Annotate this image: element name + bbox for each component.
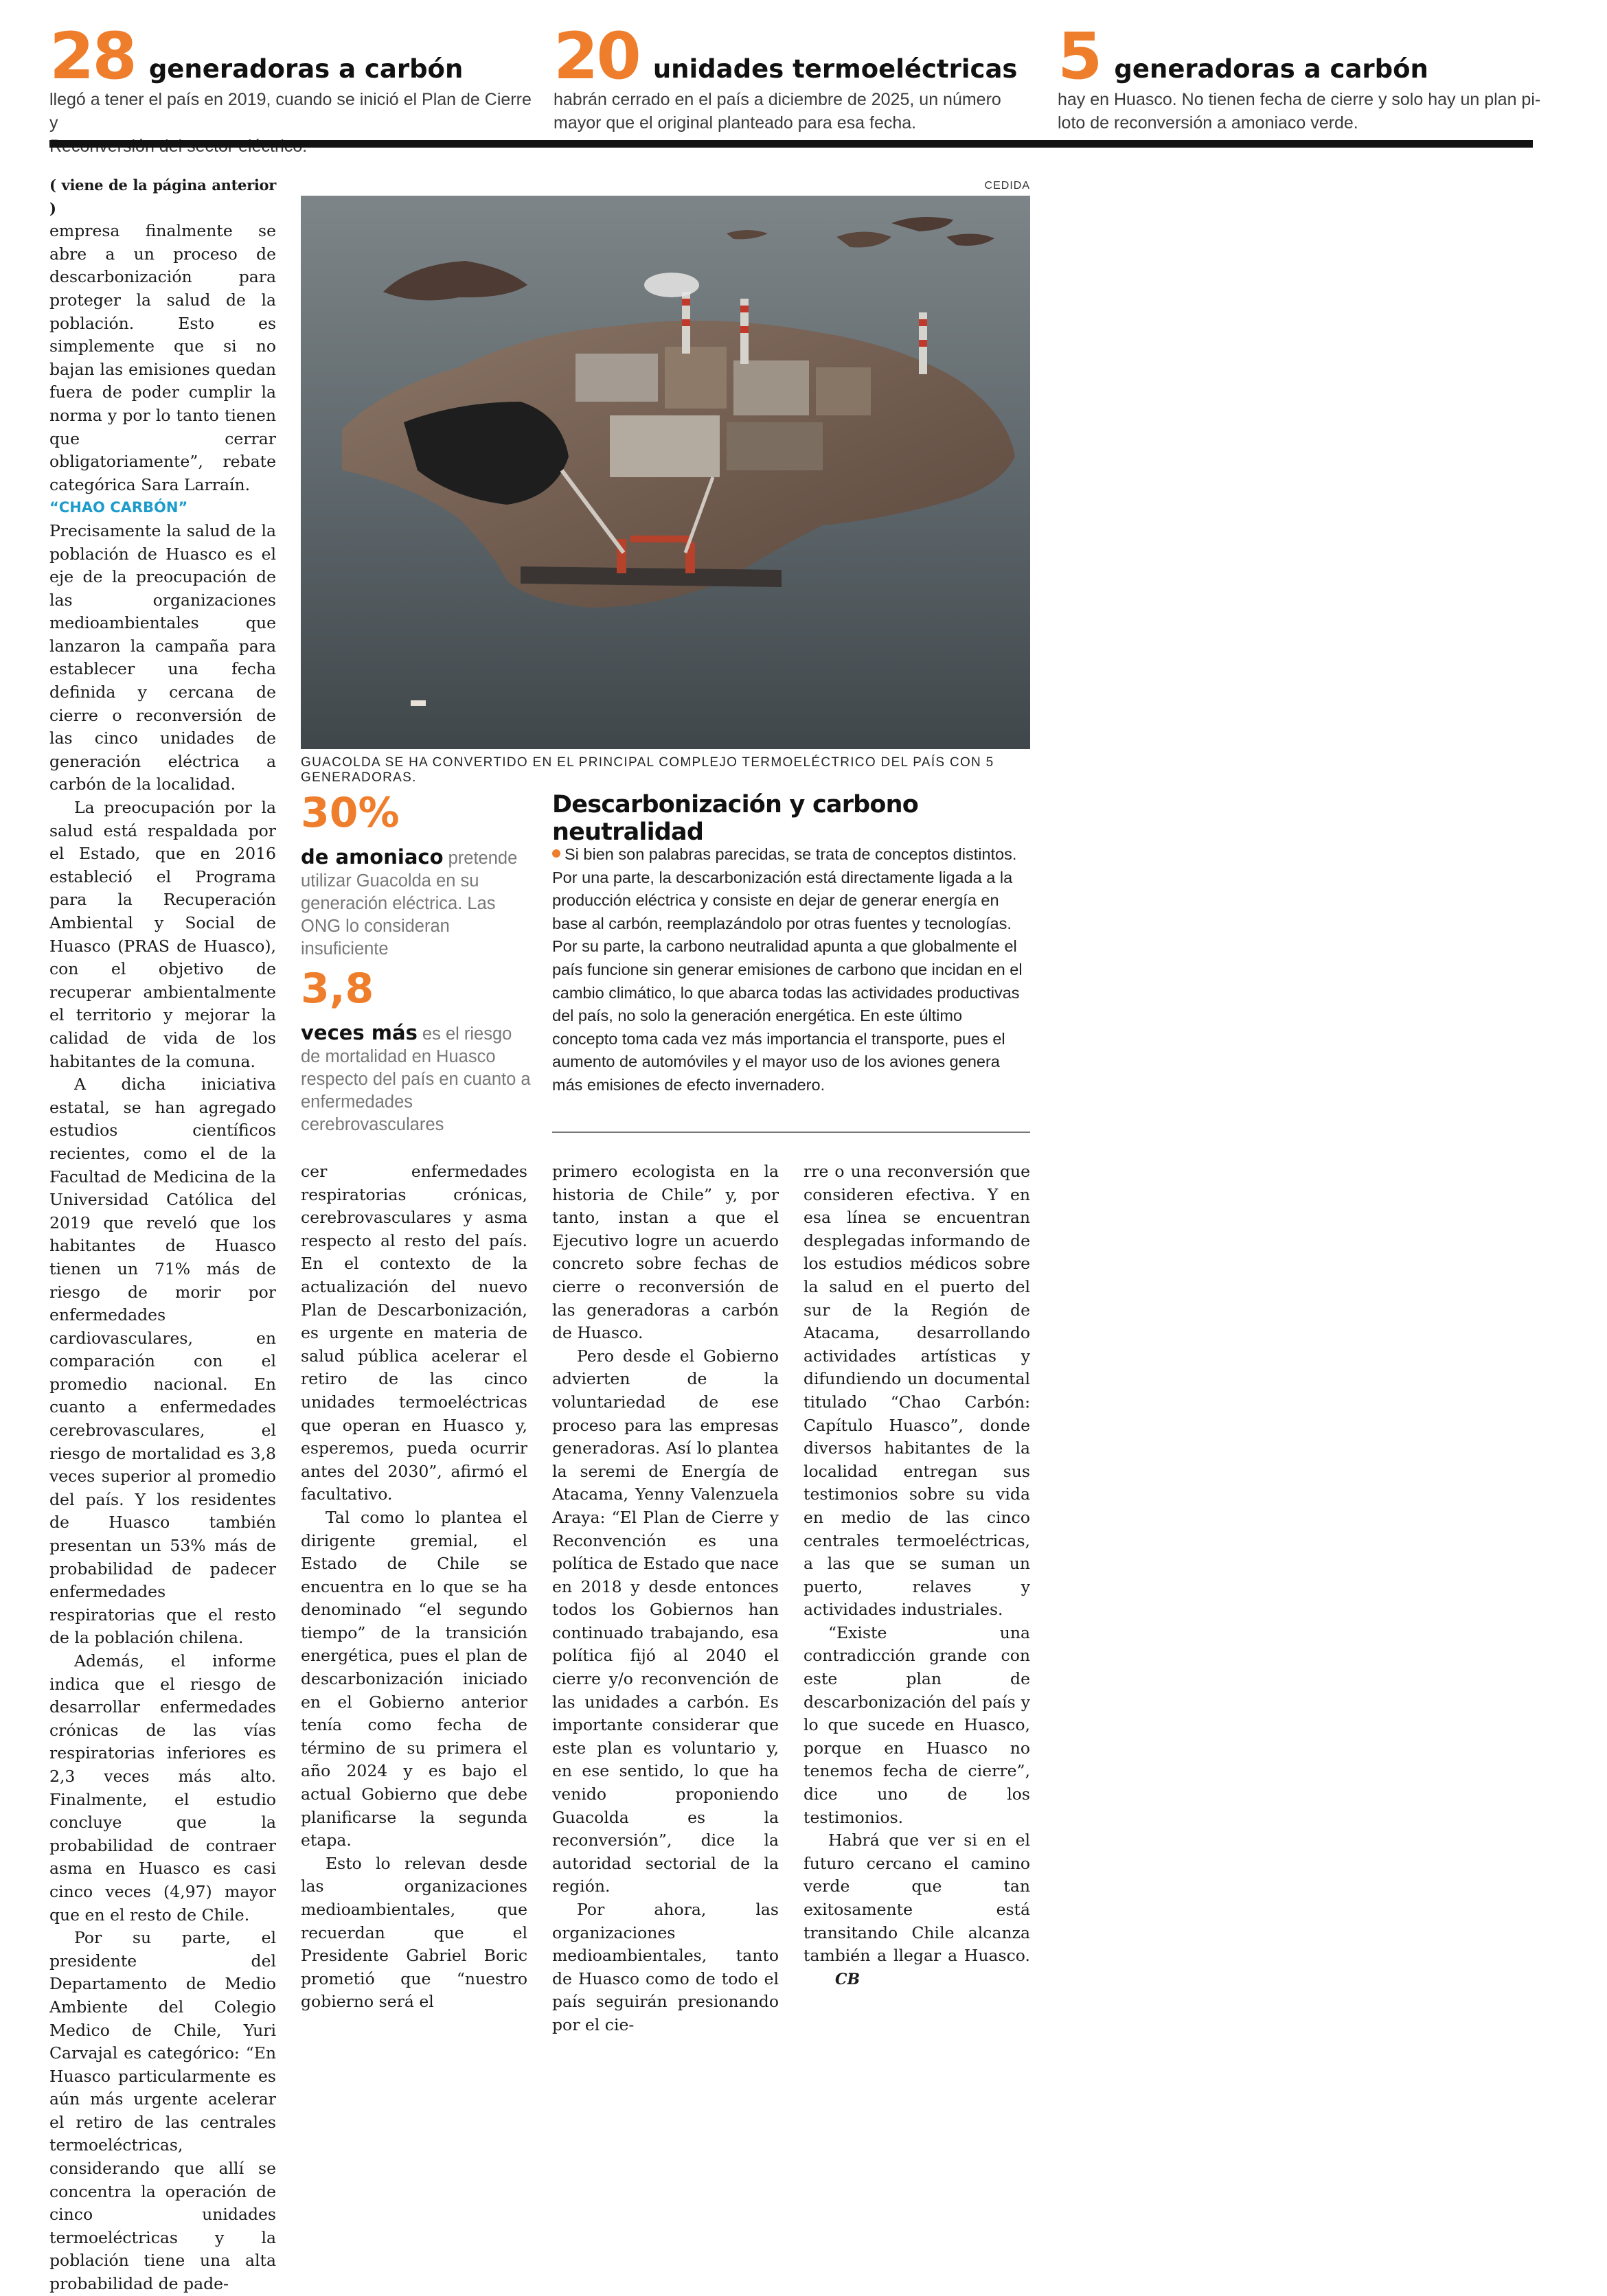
article-column-2: [301, 1160, 527, 2014]
stat-block-1: [49, 19, 537, 158]
paragraph: La preocupación por la salud está respaldada por el Estado, que en 2016 estableció el Programa para la Recuperación Ambiental y Social de Huasco (PRAS de Huasco), con el objetivo de recuperar ambientalmente el territorio y mejorar la calidad de vida de los habitantes de la comuna.: [49, 798, 276, 1071]
aerial-photo-guacolda: [301, 196, 1030, 749]
photo-caption: GUACOLDA SE HA CONVERTIDO EN EL PRINCIPAL COMPLEJO TERMOELÉCTRICO DEL PAÍS CON 5 GENERADORAS.: [301, 755, 994, 785]
paragraph: cer enfermedades respiratorias crónicas, cerebrovasculares y asma respecto al resto del país. En el contexto de la actualización del nuevo Plan de Descarbonización, es urgente en materia de salud pública acelerar el retiro de las cinco unidades termoeléctricas que operan en Huasco y, esperemos, pueda ocurrir antes del 2030”, afirmó el facultativo.: [301, 1162, 527, 1504]
article-column-1: [49, 174, 276, 2296]
stat-desc-line: mayor que el original planteado para esa fecha.: [554, 113, 917, 133]
paragraph: Tal como lo plantea el dirigente gremial, el Estado de Chile se encuentra en lo que se ha denominado “el segundo tiempo” de la transición energética, pues el plan de descarbonización iniciado en el Gobierno anterior tenía como fecha de término de su primera el año 2024 y es bajo el actual Gobierno que debe planificarse la segunda etapa.: [301, 1507, 527, 1850]
side-stat-number: 3,8: [301, 965, 374, 1013]
stat-desc-line: hay en Huasco. No tienen fecha de cierre y solo hay un plan pi-: [1058, 90, 1541, 109]
stat-block-2: [554, 19, 1041, 135]
author-signature: CB: [835, 1970, 861, 1988]
stat-desc-line: llegó a tener el país en 2019, cuando se inició el Plan de Cierre y: [49, 90, 532, 133]
stat-desc-line: habrán cerrado en el país a diciembre de 2025, un número: [554, 90, 1001, 109]
paragraph-text: Habrá que ver si en el futuro cercano el camino verde que tan exitosamente está transitando Chile alcanza también a llegar a Huasco.: [804, 1830, 1030, 1966]
side-stat-rest: es el riesgo de mortalidad en Huasco respecto del país en cuanto a enfermedades cerebrovasculares: [301, 1024, 531, 1134]
paragraph: Pero desde el Gobierno advierten de la voluntariedad de ese proceso para las empresas generadoras. Así lo plantea la seremi de Energía de Atacama, Yenny Valenzuela Araya: “El Plan de Cierre y Reconvención es una política de Estado que nace en 2018 y desde entonces todos los Gobiernos han continuado trabajando, esa política fijó al 2040 el cierre y/o reconvención de las unidades a carbón. Es importante considerar que este plan es voluntario y, en ese sentido, lo que ha venido proponiendo Guacolda es la reconversión”, dice la autoridad sectorial de la región.: [552, 1346, 779, 1896]
side-stat-bold: veces más: [301, 1021, 418, 1044]
paragraph: Por ahora, las organizaciones medioambientales, tanto de Huasco como de todo el país seguirán presionando por el cie-: [552, 1900, 779, 2034]
paragraph: Precisamente la salud de la población de Huasco es el eje de la preocupación de las organizaciones medioambientales que lanzaron la campaña para establecer una fecha definida y cercana de cierre o reconversión de las cinco unidades de generación eléctrica a carbón de la localidad.: [49, 520, 276, 794]
continued-note: ( viene de la página anterior ): [49, 176, 276, 217]
box-title: Descarbonización y carbono neutralidad: [552, 791, 919, 846]
paragraph: primero ecologista en la historia de Chile” y, por tanto, instan a que el Ejecutivo logre un acuerdo concreto sobre fechas de cierre o reconversión de las generadoras a carbón de Huasco.: [552, 1162, 779, 1343]
photo-credit: CEDIDA: [984, 180, 1030, 192]
box-body: [552, 843, 1030, 1097]
stat-block-3: [1058, 19, 1545, 135]
side-stat-rest: pretende utilizar Guacolda en su generación eléctrica. Las ONG lo consideran insuficiente: [301, 849, 518, 958]
paragraph: Esto lo relevan desde las organizaciones medioambientales, que recuerdan que el Presidente Gabriel Boric prometió que “nuestro gobierno será el: [301, 1853, 527, 2012]
section-rule: [49, 140, 1533, 148]
paragraph: [804, 1829, 1030, 1991]
stat-number: 20: [554, 19, 639, 94]
stat-desc-line: loto de reconversión a amoniaco verde.: [1058, 113, 1358, 133]
stat-label: generadoras a carbón: [1114, 54, 1428, 84]
stat-label: generadoras a carbón: [148, 54, 464, 84]
paragraph: “Existe una contradicción grande con este plan de descarbonización del país y lo que sucede en Huasco, porque en Huasco no tenemos fecha de cierre”, dice uno de los testimonios.: [804, 1622, 1030, 1827]
stat-number: 28: [49, 19, 135, 94]
stat-number: 5: [1058, 19, 1101, 94]
side-stat-2: [301, 967, 534, 1136]
stat-label: unidades termoeléctricas: [652, 54, 1018, 84]
paragraph: rre o una reconversión que consideren efectiva. Y en esa línea se encuentran desplegadas informando de los estudios médicos sobre la salud en el puerto del sur de la Región de Atacama, desarrollando actividades artísticas y difundiendo un documental titulado “Chao Carbón: Capítulo Huasco”, donde diversos habitantes de la localidad entregan sus testimonios sobre su vida en medio de las cinco centrales termoeléctricas, a las que se suman un puerto, relaves y actividades industriales.: [804, 1162, 1030, 1620]
side-stat-1: [301, 791, 534, 961]
side-stat-bold: de amoniaco: [301, 845, 444, 869]
paragraph: A dicha iniciativa estatal, se han agregado estudios científicos recientes, como el de la Facultad de Medicina de la Universidad Católica del 2019 que reveló que los habitantes de Huasco tienen un 71% más de riesgo de morir por enfermedades cardiovasculares, en comparación con el promedio nacional. En cuanto a enfermedades cerebrovasculares, el riesgo de mortalidad es 3,8 veces superior al promedio del país. Y los residentes de Huasco también presentan un 53% más de probabilidad de padecer enfermedades respiratorias que el resto de la población chilena.: [49, 1075, 276, 1648]
paragraph: Además, el informe indica que el riesgo de desarrollar enfermedades crónicas de las vías respiratorias inferiores es 2,3 veces más alto. Finalmente, el estudio concluye que la probabilidad de contraer asma en Huasco es casi cinco veces (4,97) mayor que en el resto de Chile.: [49, 1651, 276, 1925]
stat-description: [1058, 88, 1545, 135]
stat-description: [554, 88, 1041, 135]
paragraph: Por su parte, el presidente del Departamento de Medio Ambiente del Colegio Medico de Chile, Yuri Carvajal es categórico: “En Huasco particularmente es aún más urgente acelerar el retiro de las centrales termoeléctricas, considerando que allí se concentra la operación de cinco unidades termoeléctricas y la población tiene una alta probabilidad de pade-: [49, 1928, 276, 2294]
side-stat-text: [301, 1022, 534, 1136]
side-stat-number: 30%: [301, 789, 400, 837]
section-subhead: “CHAO CARBÓN”: [49, 499, 188, 516]
article-column-3: [552, 1160, 779, 2037]
bullet-dot-icon: [552, 849, 560, 858]
article-column-4: [804, 1160, 1030, 1991]
box-text: Si bien son palabras parecidas, se trata de conceptos distintos. Por una parte, la descarbonización está directamente ligada a la producción eléctrica y consiste en dejar de generar energía en base al carbón, reemplazándolo por otras fuentes y tecnologías. Por su parte, la carbono neutralidad apunta a que globalmente el país funcione sin generar emisiones de carbono que incidan en el cambio climático, lo que abarca todas las actividades productivas del país, no solo la generación energética. En este último concepto toma cada vez más importancia el transporte, pues el aumento de automóviles y el mayor uso de los aviones genera más emisiones de efecto invernadero.: [552, 845, 1023, 1094]
paragraph: empresa finalmente se abre a un proceso de descarbonización para proteger la salud de la población. Esto es simplemente que si no bajan las emisiones quedan fuera de poder cumplir la norma y por lo tanto tienen que cerrar obligatoriamente”, rebate categórica Sara Larraín.: [49, 221, 276, 494]
side-stat-text: [301, 846, 534, 961]
aerial-photo-illustration: [301, 196, 1030, 749]
box-rule: [552, 1132, 1030, 1133]
